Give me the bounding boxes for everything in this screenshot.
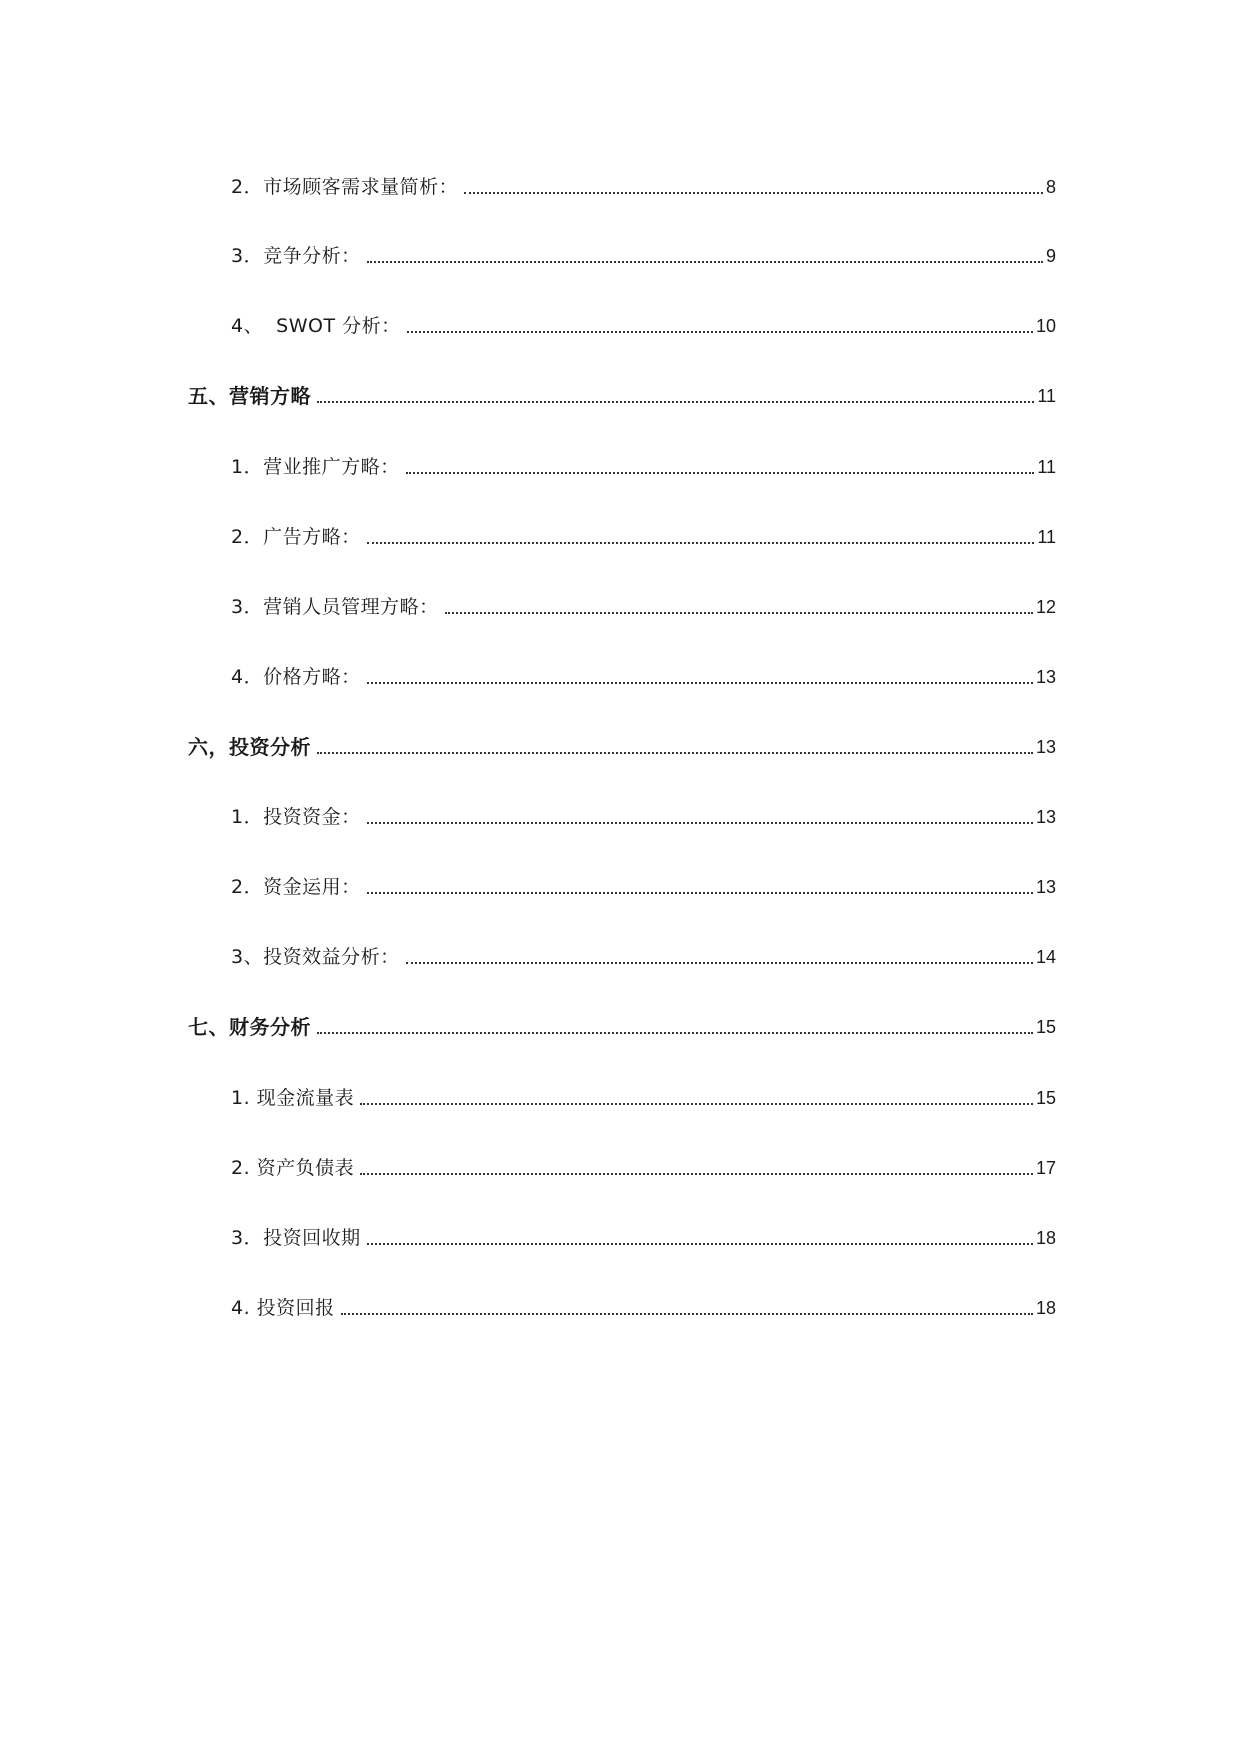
toc-entry-label: 2. 资产负债表 xyxy=(231,1157,355,1179)
toc-section-label: 六，投资分析 xyxy=(188,735,311,759)
toc-page-number: 9 xyxy=(1045,246,1056,266)
toc-entry[interactable] xyxy=(231,1083,1056,1113)
toc-page-number: 11 xyxy=(1037,527,1056,547)
toc-entry-label: 4. 投资回报 xyxy=(231,1297,335,1319)
toc-entry[interactable] xyxy=(231,1293,1056,1323)
toc-entry[interactable] xyxy=(231,522,1056,552)
toc-leader-dots xyxy=(367,822,1033,824)
toc-entry-label: 3．竞争分析： xyxy=(231,245,361,267)
toc-entry[interactable] xyxy=(231,452,1056,482)
toc-leader-dots xyxy=(464,192,1043,194)
toc-entry-label: 3、投资效益分析： xyxy=(231,946,400,968)
toc-entry-label: 3．营销人员管理方略： xyxy=(231,596,439,618)
toc-entry[interactable] xyxy=(231,802,1056,832)
toc-section-heading[interactable] xyxy=(188,1012,1056,1042)
toc-page-number: 15 xyxy=(1035,1088,1056,1108)
toc-entry[interactable] xyxy=(231,172,1056,202)
toc-leader-dots xyxy=(367,1243,1033,1245)
toc-entry-label: 1．投资资金： xyxy=(231,806,361,828)
toc-entry[interactable] xyxy=(231,662,1056,692)
toc-page-number: 13 xyxy=(1035,667,1056,687)
toc-leader-dots xyxy=(367,261,1043,263)
toc-leader-dots xyxy=(317,752,1033,754)
toc-leader-dots xyxy=(317,401,1034,403)
toc-leader-dots xyxy=(445,612,1033,614)
toc-leader-dots xyxy=(407,331,1033,333)
toc-entry-label: 3．投资回收期 xyxy=(231,1227,361,1249)
toc-entry-label: 4、 SWOT 分析： xyxy=(231,315,401,337)
toc-entry-label: 2．广告方略： xyxy=(231,526,361,548)
toc-page-number: 11 xyxy=(1037,386,1056,406)
toc-leader-dots xyxy=(360,1173,1033,1175)
toc-leader-dots xyxy=(341,1313,1033,1315)
toc-entry[interactable] xyxy=(231,241,1056,271)
toc-entry-label: 1．营业推广方略： xyxy=(231,456,400,478)
toc-page-number: 10 xyxy=(1035,316,1056,336)
toc-entry[interactable] xyxy=(231,872,1056,902)
toc-page-number: 8 xyxy=(1045,177,1056,197)
toc-page-number: 14 xyxy=(1035,947,1056,967)
toc-section-label: 七、财务分析 xyxy=(188,1015,311,1039)
toc-entry[interactable] xyxy=(231,1153,1056,1183)
toc-page-number: 17 xyxy=(1035,1158,1056,1178)
toc-entry[interactable] xyxy=(231,311,1056,341)
toc-page-number: 15 xyxy=(1035,1017,1056,1037)
toc-leader-dots xyxy=(367,682,1033,684)
toc-entry-label: 1. 现金流量表 xyxy=(231,1087,355,1109)
toc-page-number: 18 xyxy=(1035,1298,1056,1318)
toc-page-number: 13 xyxy=(1035,877,1056,897)
toc-page-number: 12 xyxy=(1035,597,1056,617)
toc-section-heading[interactable] xyxy=(188,381,1056,411)
toc-entry[interactable] xyxy=(231,942,1056,972)
toc-leader-dots xyxy=(367,542,1035,544)
toc-page-number: 13 xyxy=(1035,737,1056,757)
toc-page-number: 11 xyxy=(1037,457,1056,477)
toc-entry[interactable] xyxy=(231,592,1056,622)
toc-leader-dots xyxy=(406,472,1035,474)
toc-leader-dots xyxy=(367,892,1033,894)
toc-entry-label: 2．资金运用： xyxy=(231,876,361,898)
toc-page-number: 13 xyxy=(1035,807,1056,827)
toc-section-label: 五、营销方略 xyxy=(188,384,311,408)
toc-entry[interactable] xyxy=(231,1223,1056,1253)
toc-section-heading[interactable] xyxy=(188,732,1056,762)
toc-page-number: 18 xyxy=(1035,1228,1056,1248)
toc-leader-dots xyxy=(317,1032,1033,1034)
toc-entry-label: 2．市场顾客需求量简析： xyxy=(231,176,459,198)
toc-leader-dots xyxy=(406,962,1033,964)
toc-entry-label: 4．价格方略： xyxy=(231,666,361,688)
toc-leader-dots xyxy=(360,1103,1033,1105)
